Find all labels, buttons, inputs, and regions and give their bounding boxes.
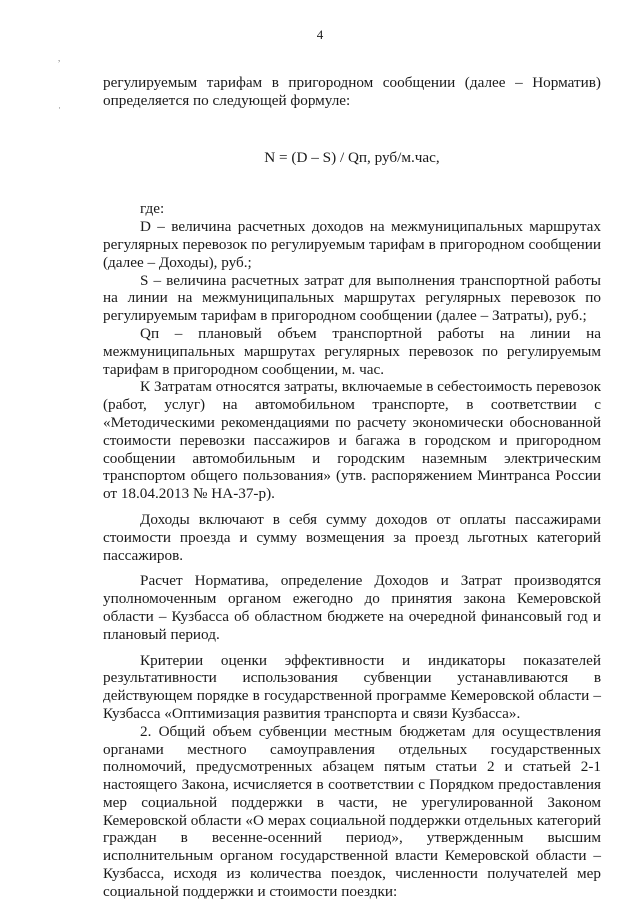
definition-s: S – величина расчетных затрат для выполнения транспортной работы на линии на межмуниципальных маршрутах регулярных перевозок по регулируемым тарифам в пригородном сообщении (далее – Затраты), руб.; [103, 271, 601, 325]
paragraph-calculation: Расчет Норматива, определение Доходов и Затрат производятся уполномоченным органом ежегодно до принятия закона Кемеровской области – Кузбасса об областном бюджете на очередной финансовый год и плановый период. [103, 572, 601, 643]
paragraph-item-2: 2. Общий объем субвенции местным бюджетам для осуществления органами местного самоуправления отдельных государственных полномочий, предусмотренных абзацем пятым статьи 2 и статьей 2-1 настоящего Закона, исчисляется в соответствии с Порядком предоставления мер социальной поддержки в части, не урегулированной Законом Кемеровской области «О мерах социальной поддержки отдельных категорий граждан в весенне-осенний период», утвержденным высшим исполнительным органом государственной власти Кемеровской области – Кузбасса, исходя из количества поездок, численности получателей мер социальной поддержки и стоимости поездки: [103, 722, 601, 900]
definition-d: D – величина расчетных доходов на межмуниципальных маршрутах регулярных перевозок по регулируемым тарифам в пригородном сообщении (далее – Доходы), руб.; [103, 218, 601, 271]
definition-q: Qп – плановый объем транспортной работы на линии на межмуниципальных маршрутах регулярных перевозок по регулируемым тарифам в пригородном сообщении, м. час. [103, 324, 601, 378]
paragraph-criteria: Критерии оценки эффективности и индикаторы показателей результативности использования субвенции устанавливаются в действующем порядке в государственной программе Кемеровской области – Кузбасса «Оптимизация развития транспорта и связи Кузбасса». [103, 651, 601, 722]
paragraph-where: где: [140, 200, 165, 218]
page-number: 4 [316, 27, 324, 42]
paragraph-income: Доходы включают в себя сумму доходов от оплаты пассажирами стоимости проезда и сумму возмещения за проезд льготных категорий пассажиров. [103, 510, 601, 564]
formula: N = (D – S) / Qп, руб/м.час, [264, 148, 440, 166]
document-body [103, 74, 601, 901]
paragraph-costs: К Затратам относятся затраты, включаемые в себестоимость перевозок (работ, услуг) на автомобильном транспорте, в соответствии с «Методическими рекомендациями по расчету экономически обоснованной стоимости перевозки пассажиров и багажа в городском и пригородном сообщении автомобильным и городским наземным электрическим транспортом общего пользования» (утв. распоряжением Минтранса России от 18.04.2013 № НА-37-р). [103, 378, 601, 503]
margin-mark: · [58, 103, 61, 113]
paragraph-intro: регулируемым тарифам в пригородном сообщении (далее – Норматив) определяется по следующей формуле: [103, 74, 601, 109]
margin-mark: , [58, 53, 61, 63]
